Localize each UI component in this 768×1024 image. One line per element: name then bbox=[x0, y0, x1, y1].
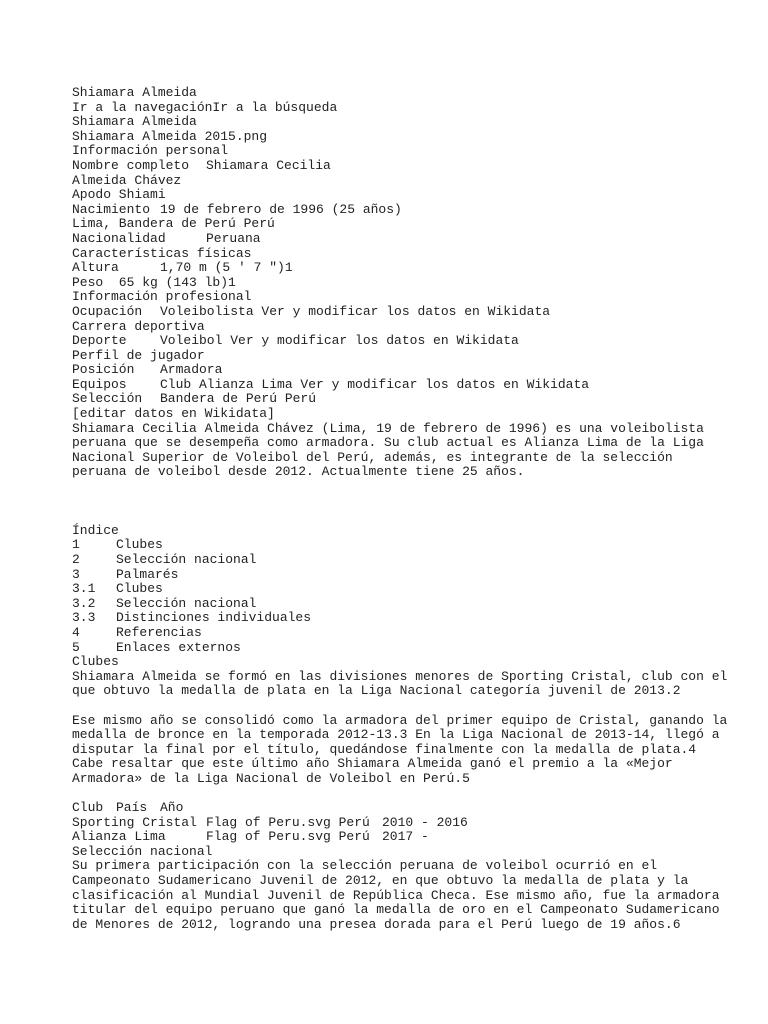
toc-label: Referencias bbox=[116, 624, 202, 640]
sport-row bbox=[72, 334, 732, 349]
table-cell-country[interactable]: Flag of Peru.svg Perú bbox=[206, 829, 370, 845]
national-team-heading: Selección nacional bbox=[72, 843, 213, 859]
table-header-row bbox=[72, 801, 732, 816]
height-value: 1,70 m (5 ' 7 ")1 bbox=[160, 260, 293, 276]
table-cell-country[interactable]: Flag of Peru.svg Perú bbox=[206, 814, 370, 830]
toc-label: Enlaces externos bbox=[116, 639, 241, 655]
toc-label: Selección nacional bbox=[116, 552, 257, 567]
toc-number: 3 bbox=[72, 566, 80, 582]
edit-wikidata-link[interactable]: [editar datos en Wikidata] bbox=[72, 406, 275, 422]
section-personal-info: Información personal bbox=[72, 143, 229, 159]
clubs-paragraph-1: Shiamara Almeida se formó en las divisiones menores de Sporting Cristal, club con el que obtuvo la medalla de plata en la Liga Nacional categoría juvenil de 2013.2 bbox=[72, 668, 728, 699]
clubs-heading: Clubes bbox=[72, 654, 119, 670]
toc-title: Índice bbox=[72, 522, 119, 538]
birth-value: 19 de febrero de 1996 (25 años) bbox=[160, 201, 402, 217]
selection-value[interactable]: Bandera de Perú Perú bbox=[160, 391, 317, 407]
selection-row bbox=[72, 392, 732, 407]
infobox-image-file[interactable]: Shiamara Almeida 2015.png bbox=[72, 128, 268, 144]
sport-value[interactable]: Voleibol Ver y modificar los datos en Wikidata bbox=[160, 333, 519, 349]
selection-label: Selección bbox=[72, 391, 143, 407]
toc-label: Palmarés bbox=[116, 566, 179, 582]
section-physical: Características físicas bbox=[72, 245, 252, 261]
section-professional: Información profesional bbox=[72, 289, 252, 305]
clubs-table bbox=[72, 801, 732, 845]
height-label: Altura bbox=[72, 260, 119, 276]
table-row bbox=[72, 830, 732, 845]
full-name-value-continued: Almeida Chávez bbox=[72, 172, 182, 188]
toc-number: 1 bbox=[72, 537, 80, 553]
table-cell-club[interactable]: Alianza Lima bbox=[72, 829, 166, 845]
occupation-value[interactable]: Voleibolista Ver y modificar los datos en Wikidata bbox=[160, 303, 551, 319]
toc-item[interactable] bbox=[72, 597, 732, 612]
intro-paragraph: Shiamara Cecilia Almeida Chávez (Lima, 19 de febrero de 1996) es una voleibolista peruana que se desempeña como armadora. Su club actual es Alianza Lima de la Liga Nacional Superior de Voleibol del Perú, además, es integrante de la selección peruana de voleibol desde 2012. Actualmente tiene 25 años. bbox=[72, 420, 704, 480]
occupation-label: Ocupación bbox=[72, 303, 143, 319]
toc-item[interactable] bbox=[72, 553, 732, 568]
table-cell-club[interactable]: Sporting Cristal bbox=[72, 814, 197, 830]
full-name-row bbox=[72, 159, 732, 174]
full-name-value: Shiamara Cecilia bbox=[206, 157, 331, 173]
table-cell-year: 2017 - bbox=[382, 829, 429, 845]
section-career: Carrera deportiva bbox=[72, 318, 205, 334]
toc-item[interactable] bbox=[72, 611, 732, 626]
toc-label: Clubes bbox=[116, 537, 163, 553]
table-cell-year: 2010 - 2016 bbox=[382, 814, 468, 830]
height-row bbox=[72, 261, 732, 276]
toc-item[interactable] bbox=[72, 641, 732, 656]
position-value: Armadora bbox=[160, 362, 223, 378]
table-header-country: País bbox=[116, 800, 148, 816]
toc-number: 5 bbox=[72, 639, 80, 655]
toc-label: Clubes bbox=[116, 581, 163, 597]
nationality-row bbox=[72, 232, 732, 247]
toc-number: 3.2 bbox=[72, 595, 96, 611]
document-page bbox=[72, 86, 732, 932]
teams-label: Equipos bbox=[72, 376, 127, 392]
teams-value[interactable]: Club Alianza Lima Ver y modificar los datos en Wikidata bbox=[160, 376, 590, 392]
sport-label: Deporte bbox=[72, 333, 127, 349]
section-player-profile: Perfil de jugador bbox=[72, 347, 205, 363]
toc-number: 3.3 bbox=[72, 610, 96, 626]
toc-item[interactable] bbox=[72, 582, 732, 597]
nationality-value: Peruana bbox=[206, 230, 261, 246]
navigation-links[interactable]: Ir a la navegaciónIr a la búsqueda bbox=[72, 99, 338, 115]
weight-row: Peso 65 kg (143 lb)1 bbox=[72, 274, 236, 290]
birth-row bbox=[72, 203, 732, 218]
page-title: Shiamara Almeida bbox=[72, 85, 197, 100]
toc-item[interactable] bbox=[72, 538, 732, 553]
toc-label: Selección nacional bbox=[116, 595, 257, 611]
nickname-row: Apodo Shiami bbox=[72, 187, 166, 203]
birth-place[interactable]: Lima, Bandera de Perú Perú bbox=[72, 216, 275, 232]
birth-label: Nacimiento bbox=[72, 201, 151, 217]
toc-item[interactable] bbox=[72, 626, 732, 641]
toc-number: 2 bbox=[72, 552, 80, 567]
toc-label: Distinciones individuales bbox=[116, 610, 312, 626]
table-row bbox=[72, 816, 732, 831]
teams-row bbox=[72, 378, 732, 393]
toc-number: 4 bbox=[72, 624, 80, 640]
position-label: Posición bbox=[72, 362, 135, 378]
toc-number: 3.1 bbox=[72, 581, 96, 597]
table-of-contents bbox=[72, 538, 732, 655]
nationality-label: Nacionalidad bbox=[72, 230, 166, 246]
table-header-year: Año bbox=[160, 800, 184, 816]
full-name-label: Nombre completo bbox=[72, 157, 190, 173]
national-team-paragraph: Su primera participación con la selección peruana de voleibol ocurrió en el Campeonato Sudamericano Juvenil de 2012, en que obtuvo la medalla de plata y la clasificación al Mundial Juvenil de República Checa. Ese mismo año, fue la armadora titular del equipo peruano que ganó la medalla de oro en el Campeonato Sudamericano de Menores de 2012, logrando una presea dorada para el Perú luego de 19 años.6 bbox=[72, 858, 720, 932]
toc-item[interactable] bbox=[72, 568, 732, 583]
infobox-name: Shiamara Almeida bbox=[72, 114, 197, 130]
occupation-row bbox=[72, 305, 732, 320]
clubs-paragraph-2: Ese mismo año se consolidó como la armadora del primer equipo de Cristal, ganando la medalla de bronce en la temporada 2012-13.3 En la Liga Nacional de 2013-14, llegó a disputar la final por el título, quedándose finalmente con la medalla de plata.4 Cabe resaltar que este último año Shiamara Almeida ganó el premio a la «Mejor Armadora» de la Liga Nacional de Voleibol en Perú.5 bbox=[72, 712, 728, 786]
table-header-club: Club bbox=[72, 800, 104, 816]
position-row bbox=[72, 363, 732, 378]
